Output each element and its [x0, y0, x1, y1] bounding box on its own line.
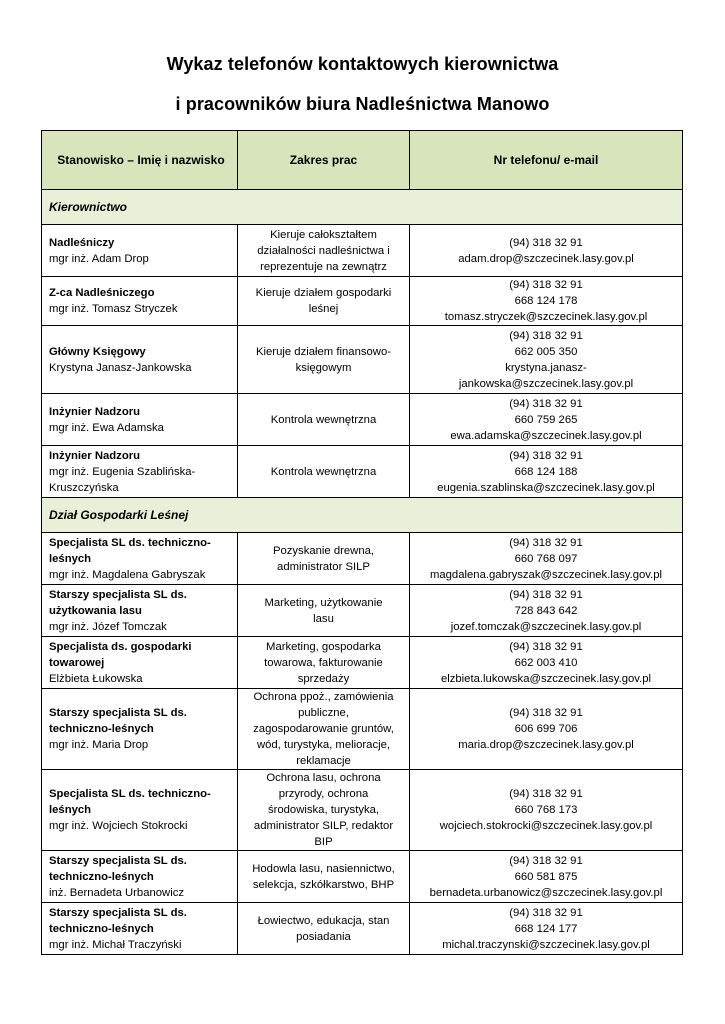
- phone-number: (94) 318 32 91: [509, 236, 583, 249]
- scope-line: środowiska, turystyka,: [267, 804, 380, 816]
- position-title: Starszy specjalista SL ds. techniczno-leśnych: [49, 906, 187, 935]
- table-row: [42, 637, 683, 689]
- cell-contact: [410, 585, 683, 637]
- cell-contact: [410, 637, 683, 689]
- phone-number: 660 768 097: [514, 552, 578, 565]
- header-scope: Zakres prac: [238, 131, 410, 190]
- cell-position-name: [42, 585, 238, 637]
- position-title: Specjalista SL ds. techniczno-leśnych: [49, 536, 211, 565]
- position-title: Starszy specjalista SL ds. techniczno-leśnych: [49, 854, 187, 883]
- cell-scope: [238, 689, 410, 770]
- position-title: Inżynier Nadzoru: [49, 449, 141, 462]
- scope-line: wód, turystyka, melioracje,: [256, 739, 391, 751]
- person-name: mgr inż. Ewa Adamska: [49, 421, 164, 434]
- cell-scope: [238, 225, 410, 277]
- cell-scope: [238, 851, 410, 903]
- cell-scope: [238, 903, 410, 955]
- cell-position-name: [42, 394, 238, 446]
- cell-scope: [238, 394, 410, 446]
- scope-line: reprezentuje na zewnątrz: [260, 260, 387, 273]
- phone-number: (94) 318 32 91: [509, 788, 583, 800]
- table-row: [42, 225, 683, 277]
- scope-line: Marketing, użytkowanie: [264, 596, 383, 609]
- person-name: mgr inż. Maria Drop: [49, 739, 149, 751]
- phone-number: 668 124 178: [514, 295, 578, 307]
- person-name: mgr inż. Tomasz Stryczek: [49, 303, 178, 315]
- cell-position-name: [42, 770, 238, 851]
- cell-contact: [410, 851, 683, 903]
- section-title: Kierownictwo: [42, 190, 683, 225]
- table-row: [42, 394, 683, 446]
- cell-position-name: [42, 326, 238, 394]
- scope-line: Kieruje działem gospodarki: [255, 287, 392, 299]
- email-address: adam.drop@szczecinek.lasy.gov.pl: [458, 252, 634, 265]
- email-address: tomasz.stryczek@szczecinek.lasy.gov.pl: [444, 311, 648, 323]
- scope-line: towarowa, fakturowanie: [264, 656, 383, 669]
- table-row: [42, 689, 683, 770]
- cell-scope: [238, 326, 410, 394]
- table-row: [42, 903, 683, 955]
- scope-line: sprzedaży: [297, 672, 350, 685]
- person-name: mgr inż. Magdalena Gabryszak: [49, 568, 206, 581]
- phone-number: 662 005 350: [514, 345, 578, 358]
- phone-number: (94) 318 32 91: [509, 397, 583, 410]
- scope-line: Kontrola wewnętrzna: [270, 465, 377, 478]
- cell-position-name: [42, 277, 238, 326]
- phone-number: (94) 318 32 91: [509, 449, 583, 462]
- section-row: [42, 190, 683, 225]
- cell-contact: [410, 326, 683, 394]
- scope-line: Ochrona ppoż., zamówienia: [253, 691, 394, 703]
- document-title-line-2: i pracowników biura Nadleśnictwa Manowo: [175, 94, 550, 114]
- cell-position-name: [42, 903, 238, 955]
- position-title: Specjalista ds. gospodarki towarowej: [49, 640, 192, 669]
- position-title: Starszy specjalista SL ds. użytkowania lasu: [49, 588, 187, 617]
- phone-number: (94) 318 32 91: [509, 588, 583, 601]
- cell-position-name: [42, 225, 238, 277]
- person-name: Krystyna Janasz-Jankowska: [49, 361, 192, 374]
- email-address: eugenia.szablinska@szczecinek.lasy.gov.pl: [437, 481, 655, 494]
- scope-line: działalności nadleśnictwa i: [257, 244, 390, 257]
- scope-line: reklamacje: [296, 755, 351, 767]
- scope-line: księgowym: [295, 361, 352, 374]
- table-row: [42, 446, 683, 498]
- position-title: Inżynier Nadzoru: [49, 405, 141, 418]
- email-address: jankowska@szczecinek.lasy.gov.pl: [458, 377, 634, 390]
- phone-number: 660 768 173: [514, 804, 578, 816]
- table-row: [42, 533, 683, 585]
- phone-number: 660 759 265: [514, 413, 578, 426]
- scope-line: Kontrola wewnętrzna: [270, 413, 377, 426]
- position-title: Starszy specjalista SL ds. techniczno-leśnych: [49, 707, 187, 735]
- scope-line: Ochrona lasu, ochrona: [266, 772, 381, 784]
- phone-number: (94) 318 32 91: [509, 854, 583, 867]
- phone-number: 662 003 410: [514, 656, 578, 669]
- cell-contact: [410, 689, 683, 770]
- phone-number: 728 843 642: [514, 604, 578, 617]
- table-row: [42, 770, 683, 851]
- email-address: ewa.adamska@szczecinek.lasy.gov.pl: [450, 429, 642, 442]
- scope-line: posiadania: [296, 930, 351, 943]
- person-name: mgr inż. Eugenia Szablińska-Kruszczyńska: [49, 465, 196, 494]
- phone-number: 668 124 188: [514, 465, 578, 478]
- cell-scope: [238, 446, 410, 498]
- cell-scope: [238, 585, 410, 637]
- scope-line: administrator SILP, redaktor: [253, 820, 394, 832]
- cell-position-name: [42, 533, 238, 585]
- scope-line: administrator SILP: [277, 560, 370, 573]
- person-name: inż. Bernadeta Urbanowicz: [49, 886, 185, 899]
- cell-scope: [238, 637, 410, 689]
- scope-line: Pozyskanie drewna,: [272, 544, 375, 557]
- email-address: wojciech.stokrocki@szczecinek.lasy.gov.pl: [439, 820, 653, 832]
- section-row: [42, 498, 683, 533]
- scope-line: Kieruje działem finansowo-: [255, 345, 391, 358]
- cell-contact: [410, 394, 683, 446]
- cell-scope: [238, 277, 410, 326]
- cell-contact: [410, 225, 683, 277]
- table-row: [42, 326, 683, 394]
- phone-number: (94) 318 32 91: [509, 329, 583, 342]
- phone-number: (94) 318 32 91: [509, 707, 583, 719]
- scope-line: BIP: [314, 836, 333, 848]
- cell-position-name: [42, 851, 238, 903]
- email-address: magdalena.gabryszak@szczecinek.lasy.gov.pl: [429, 568, 663, 581]
- cell-contact: [410, 533, 683, 585]
- person-name: mgr inż. Michał Traczyński: [49, 938, 182, 951]
- position-title: Główny Księgowy: [49, 345, 146, 358]
- person-name: mgr inż. Józef Tomczak: [49, 620, 167, 633]
- email-address: michal.traczynski@szczecinek.lasy.gov.pl: [442, 938, 650, 951]
- cell-position-name: [42, 637, 238, 689]
- email-address: maria.drop@szczecinek.lasy.gov.pl: [458, 739, 634, 751]
- position-title: Nadleśniczy: [49, 236, 115, 249]
- position-title: Z-ca Nadleśniczego: [49, 287, 155, 299]
- scope-line: leśnej: [308, 303, 339, 315]
- scope-line: publiczne,: [298, 707, 349, 719]
- document-title-line-1: Wykaz telefonów kontaktowych kierownictwa: [166, 54, 559, 74]
- person-name: mgr inż. Wojciech Stokrocki: [49, 820, 188, 832]
- email-address: bernadeta.urbanowicz@szczecinek.lasy.gov.pl: [429, 886, 663, 899]
- person-name: mgr inż. Adam Drop: [49, 252, 149, 265]
- scope-line: zagospodarowanie gruntów,: [253, 723, 394, 735]
- position-title: Specjalista SL ds. techniczno-leśnych: [49, 788, 211, 816]
- header-position-name: Stanowisko – Imię i nazwisko: [42, 131, 238, 190]
- table-row: [42, 585, 683, 637]
- email-address: elzbieta.lukowska@szczecinek.lasy.gov.pl: [440, 672, 652, 685]
- cell-scope: [238, 533, 410, 585]
- cell-scope: [238, 770, 410, 851]
- scope-line: lasu: [313, 612, 334, 625]
- email-address: krystyna.janasz-: [505, 361, 587, 374]
- phone-number: (94) 318 32 91: [509, 279, 583, 291]
- cell-contact: [410, 446, 683, 498]
- table-header-row: [42, 131, 683, 190]
- table-row: [42, 277, 683, 326]
- phone-number: (94) 318 32 91: [509, 906, 583, 919]
- cell-contact: [410, 770, 683, 851]
- table-row: [42, 851, 683, 903]
- person-name: Elżbieta Łukowska: [49, 672, 143, 685]
- scope-line: Łowiectwo, edukacja, stan: [257, 914, 390, 927]
- cell-contact: [410, 277, 683, 326]
- email-address: jozef.tomczak@szczecinek.lasy.gov.pl: [450, 620, 642, 633]
- phone-number: 668 124 177: [514, 922, 578, 935]
- scope-line: selekcja, szkółkarstwo, BHP: [252, 878, 395, 891]
- scope-line: Marketing, gospodarka: [266, 640, 381, 653]
- phone-number: 606 699 706: [514, 723, 578, 735]
- section-title: Dział Gospodarki Leśnej: [42, 498, 683, 533]
- scope-line: Kieruje całokształtem: [270, 228, 377, 241]
- contacts-table: [41, 130, 683, 955]
- header-contact: Nr telefonu/ e-mail: [410, 131, 683, 190]
- phone-number: (94) 318 32 91: [509, 640, 583, 653]
- cell-contact: [410, 903, 683, 955]
- phone-number: 660 581 875: [514, 870, 578, 883]
- cell-position-name: [42, 446, 238, 498]
- scope-line: przyrody, ochrona: [278, 788, 369, 800]
- scope-line: Hodowla lasu, nasiennictwo,: [252, 862, 395, 875]
- cell-position-name: [42, 689, 238, 770]
- phone-number: (94) 318 32 91: [509, 536, 583, 549]
